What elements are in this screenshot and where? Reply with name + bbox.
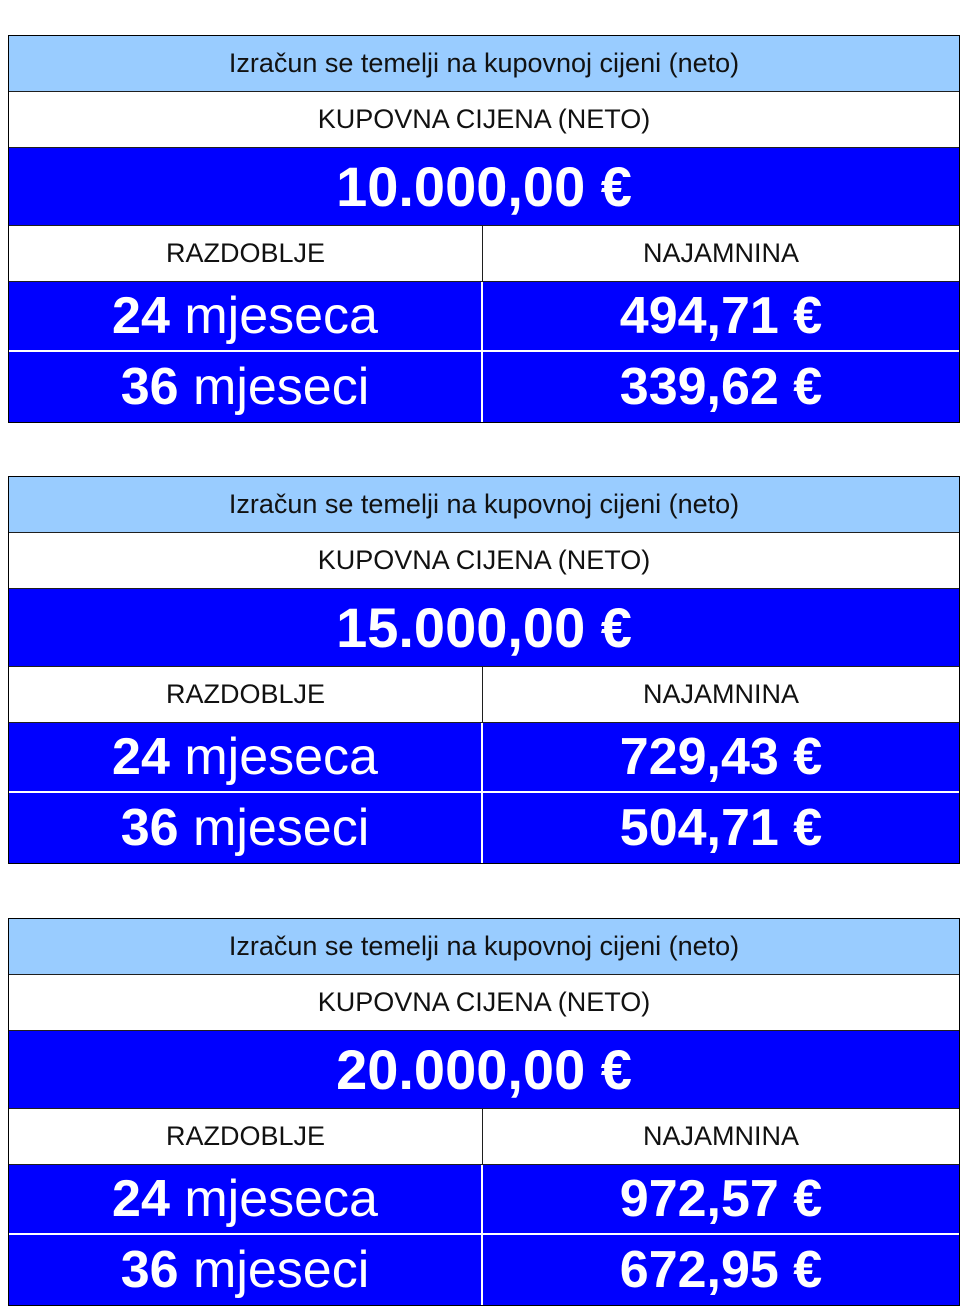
period-months-number: 24 [112, 728, 170, 786]
purchase-price-value: 20.000,00 € [9, 1031, 959, 1109]
period-cell [9, 1165, 483, 1233]
period-months-number: 36 [120, 358, 179, 416]
rent-value: 729,43 € [619, 728, 823, 786]
period-cell [9, 352, 483, 422]
rent-column-header: NAJAMNINA [483, 667, 959, 722]
purchase-price-label: KUPOVNA CIJENA (NETO) [9, 533, 959, 589]
period-cell [9, 1235, 483, 1305]
period-months-unit: mjeseci [193, 799, 370, 857]
column-header-row [9, 1109, 959, 1165]
period-months-number: 24 [112, 1170, 170, 1228]
period-cell [9, 793, 483, 863]
period-column-header: RAZDOBLJE [9, 1109, 483, 1164]
calculation-note: Izračun se temelji na kupovnoj cijeni (neto) [9, 36, 959, 92]
table-row [9, 723, 959, 793]
rent-value: 672,95 € [619, 1241, 823, 1299]
purchase-price-label: KUPOVNA CIJENA (NETO) [9, 92, 959, 148]
period-cell [9, 282, 483, 350]
period-months-number: 36 [120, 799, 179, 857]
table-row [9, 352, 959, 422]
table-row [9, 1235, 959, 1305]
column-header-row [9, 226, 959, 282]
period-months-unit: mjeseca [184, 1170, 378, 1228]
calculation-note: Izračun se temelji na kupovnoj cijeni (neto) [9, 919, 959, 975]
column-header-row [9, 667, 959, 723]
table-row [9, 282, 959, 352]
purchase-price-value: 15.000,00 € [9, 589, 959, 667]
purchase-price-label: KUPOVNA CIJENA (NETO) [9, 975, 959, 1031]
table-row [9, 1165, 959, 1235]
period-months-unit: mjeseci [193, 358, 370, 416]
rent-value: 339,62 € [619, 358, 823, 416]
period-column-header: RAZDOBLJE [9, 667, 483, 722]
rent-column-header: NAJAMNINA [483, 1109, 959, 1164]
period-months-number: 36 [120, 1241, 179, 1299]
purchase-price-value: 10.000,00 € [9, 148, 959, 226]
table-row [9, 793, 959, 863]
period-months-unit: mjeseci [193, 1241, 370, 1299]
lease-table-10000 [8, 35, 960, 423]
lease-table-20000 [8, 918, 960, 1306]
rent-value: 504,71 € [619, 799, 823, 857]
period-months-number: 24 [112, 287, 170, 345]
rent-column-header: NAJAMNINA [483, 226, 959, 281]
period-months-unit: mjeseca [184, 728, 378, 786]
calculation-note: Izračun se temelji na kupovnoj cijeni (neto) [9, 477, 959, 533]
lease-table-15000 [8, 476, 960, 864]
rent-value: 494,71 € [619, 287, 823, 345]
period-months-unit: mjeseca [184, 287, 378, 345]
period-cell [9, 723, 483, 791]
period-column-header: RAZDOBLJE [9, 226, 483, 281]
rent-value: 972,57 € [619, 1170, 823, 1228]
